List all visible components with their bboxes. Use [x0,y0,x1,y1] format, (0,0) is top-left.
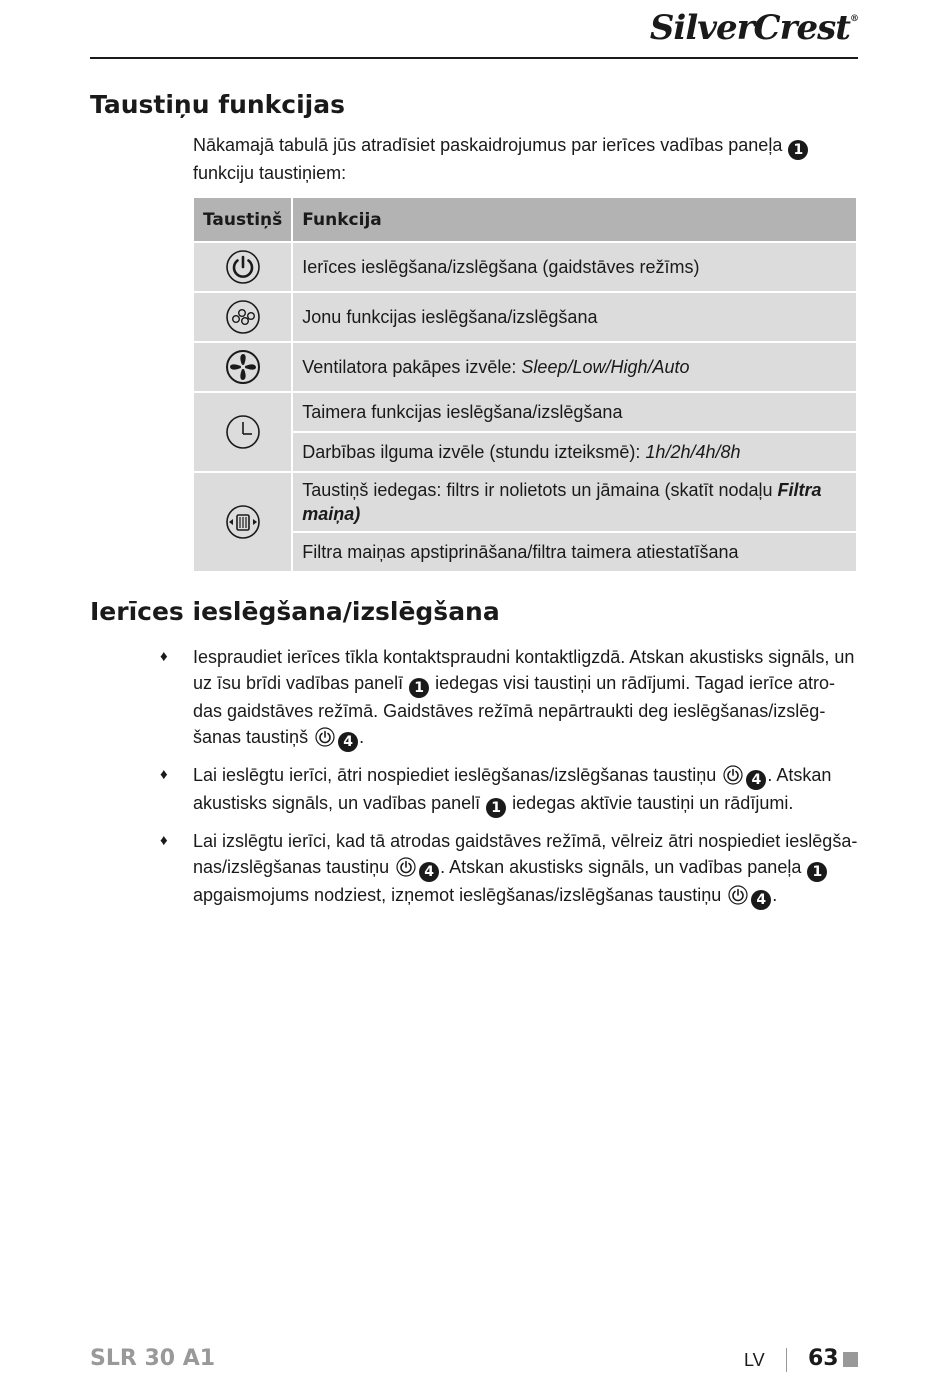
table-row [194,432,857,472]
ref-badge: 4 [338,732,358,752]
filter-icon [225,504,261,540]
key-function-table [194,198,858,573]
list-item: ♦ Lai izslēgtu ierīci, kad tā atrodas gaidstāves režīmā, vēlreiz ātri nospiediet ieslēgša-nas/izslēgšanas taustiņu 4 . Atskan akustisks signāls, un vadības paneļa 1 apgaismojums nodziest, izņemot ieslēgšanas/izslēgšanas taustiņu 4 . [160,828,860,910]
bullet-diamond-icon: ♦ [160,766,168,783]
power-icon [225,249,261,285]
intro-text: Nākamajā tabulā jūs atradīsiet paskaidrojumus par ierīces vadības paneļa 1 funkciju taustiņiem: [193,132,853,186]
fan-icon [225,349,261,385]
table-row [194,292,857,342]
ref-badge: 1 [486,798,506,818]
function-cell: Taustiņš iedegas: filtrs ir nolietots un jāmaina (skatīt nodaļu Filtra maiņa) [292,472,857,532]
table-row [194,342,857,392]
timer-icon [225,414,261,450]
table-row [194,532,857,572]
table-header-row [194,198,857,242]
ion-icon [225,299,261,335]
ref-badge: 4 [751,890,771,910]
ref-badge: 1 [807,862,827,882]
footer-divider [786,1348,787,1372]
power-icon [728,885,748,905]
col-header-function: Funkcija [292,198,857,242]
ref-badge: 1 [409,678,429,698]
footer-language: LV [744,1350,765,1370]
ref-badge: 4 [746,770,766,790]
list-item: ♦ Lai ieslēgtu ierīci, ātri nospiediet ieslēgšanas/izslēgšanas taustiņu 4 . Atskan akustisks signāls, un vadības panelī 1 iedegas aktīvie taustiņi un rādījumi. [160,762,860,818]
power-icon [396,857,416,877]
bullet-diamond-icon: ♦ [160,832,168,849]
function-cell: Ierīces ieslēgšana/izslēgšana (gaidstāves režīms) [292,242,857,292]
function-cell: Jonu funkcijas ieslēgšana/izslēgšana [292,292,857,342]
function-cell: Darbības ilguma izvēle (stundu izteiksmē): 1h/2h/4h/8h [292,432,857,472]
brand-logo: SilverCrest® [649,8,858,48]
page-number: 63 [808,1346,839,1371]
table-row [194,472,857,532]
instruction-list [160,644,860,920]
function-cell: Filtra maiņas apstiprināšana/filtra taimera atiestatīšana [292,532,857,572]
power-icon [315,727,335,747]
col-header-key: Taustiņš [194,198,292,242]
ref-badge: 4 [419,862,439,882]
bullet-diamond-icon: ♦ [160,648,168,665]
footer-model: SLR 30 A1 [90,1346,216,1371]
table-row [194,392,857,432]
table-row [194,242,857,292]
footer-square-icon [843,1352,858,1367]
power-icon [723,765,743,785]
list-item: ♦ Iespraudiet ierīces tīkla kontaktspraudni kontaktligzdā. Atskan akustisks signāls, un uz īsu brīdi vadības panelī 1 iedegas visi taustiņi un rādījumi. Tagad ierīce atro-das gaidstāves režīmā. Gaidstāves režīmā nepārtraukti deg ieslēgšanas/izslēg-šanas taustiņš 4 . [160,644,860,752]
section-title-key-functions: Taustiņu funkcijas [90,90,346,119]
ref-badge: 1 [788,140,808,160]
function-cell: Ventilatora pakāpes izvēle: Sleep/Low/High/Auto [292,342,857,392]
function-cell: Taimera funkcijas ieslēgšana/izslēgšana [292,392,857,432]
section-title-on-off: Ierīces ieslēgšana/izslēgšana [90,597,500,626]
header-rule [90,57,858,59]
